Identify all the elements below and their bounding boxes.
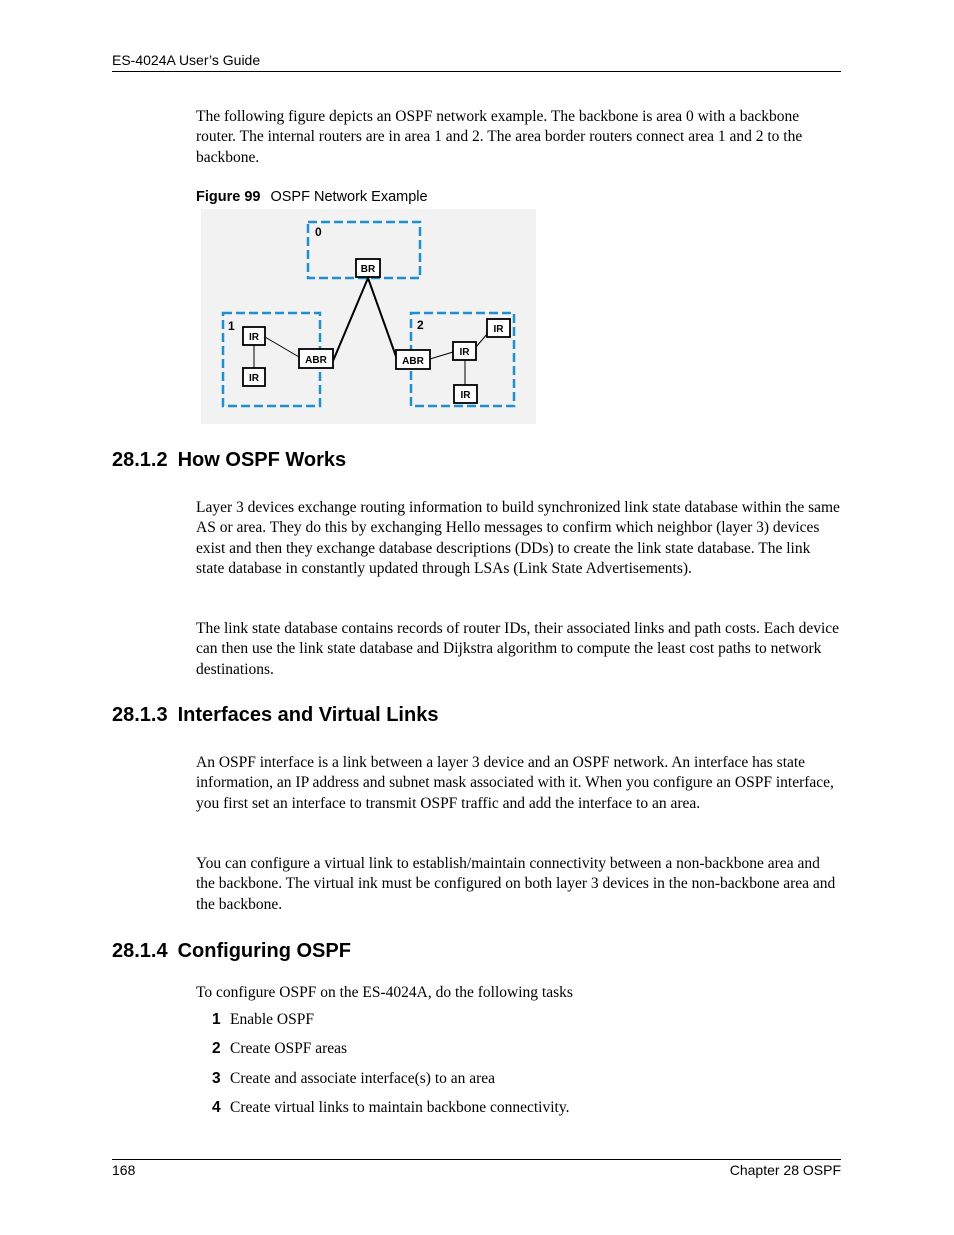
area-0-label: 0 bbox=[315, 225, 322, 239]
router-br bbox=[356, 259, 380, 277]
list-item bbox=[212, 1070, 495, 1088]
paragraph: The link state database contains records of router IDs, their associated links and path costs. Each device can then use the link state database and Dijkstra algorithm to compute the least cost paths to network destinations. bbox=[196, 620, 840, 678]
section-number: 28.1.2 bbox=[112, 449, 168, 471]
section-number: 28.1.3 bbox=[112, 704, 168, 726]
figure-label: Figure 99 bbox=[196, 189, 261, 205]
intro-paragraph: The following figure depicts an OSPF network example. The backbone is area 0 with a backbone router. The internal routers are in area 1 and 2. The area border routers connect area 1 and 2 to the backbone. bbox=[196, 108, 803, 166]
router-ir-1b-label: IR bbox=[249, 373, 259, 384]
ospf-network-figure bbox=[201, 209, 536, 424]
paragraph: You can configure a virtual link to establish/maintain connectivity between a non-backbone area and the backbone. The virtual ink must be configured on both layer 3 devices in the non-backbone area and the backbone. bbox=[196, 855, 836, 913]
guide-title: ES-4024A User’s Guide bbox=[112, 52, 261, 68]
chapter-title: Chapter 28 OSPF bbox=[729, 1162, 841, 1178]
step-number: 3 bbox=[212, 1070, 221, 1087]
section-heading-how-ospf-works bbox=[112, 449, 346, 472]
header-rule bbox=[112, 71, 841, 72]
router-ir-1a bbox=[243, 327, 265, 345]
footer-rule bbox=[112, 1159, 841, 1160]
list-item bbox=[212, 1011, 314, 1029]
router-abr-right bbox=[396, 350, 430, 369]
router-ir-2b-label: IR bbox=[493, 324, 504, 335]
paragraph: To configure OSPF on the ES-4024A, do the following tasks bbox=[196, 984, 573, 1001]
list-item bbox=[212, 1099, 569, 1117]
paragraph: Layer 3 devices exchange routing information to build synchronized link state database within the same AS or area. They do this by exchanging Hello messages to confirm which neighbor (layer 3) devices exist and then they exchange database descriptions (DDs) to create the link state database. The link state database in constantly updated through LSAs (Link State Advertisements). bbox=[196, 499, 840, 577]
figure-caption bbox=[196, 189, 428, 205]
figure-title: OSPF Network Example bbox=[270, 189, 428, 205]
section-heading-configuring-ospf bbox=[112, 940, 351, 963]
router-ir-2b bbox=[487, 319, 510, 337]
router-br-label: BR bbox=[360, 264, 376, 275]
section-number: 28.1.4 bbox=[112, 940, 168, 962]
step-text: Create virtual links to maintain backbone connectivity. bbox=[230, 1099, 570, 1116]
router-abr-left-label: ABR bbox=[305, 355, 327, 366]
router-ir-2a-label: IR bbox=[459, 347, 470, 358]
link-ir1a-abr bbox=[265, 337, 299, 357]
router-ir-2c-label: IR bbox=[460, 390, 471, 401]
step-text: Create OSPF areas bbox=[230, 1040, 348, 1057]
section-title: Interfaces and Virtual Links bbox=[177, 704, 439, 726]
step-text: Enable OSPF bbox=[230, 1011, 314, 1028]
router-ir-2c bbox=[454, 385, 477, 403]
router-ir-2a bbox=[453, 342, 476, 360]
paragraph: An OSPF interface is a link between a layer 3 device and an OSPF network. An interface has state information, an IP address and subnet mask associated with it. When you configure an OSPF interface, you first set an interface to transmit OSPF traffic and add the interface to an area. bbox=[196, 754, 834, 812]
area-2-label: 2 bbox=[417, 318, 424, 332]
router-ir-1a-label: IR bbox=[249, 332, 259, 343]
section-heading-interfaces-virtual-links bbox=[112, 704, 438, 727]
link-abr-ir2a bbox=[430, 352, 453, 359]
area-1-label: 1 bbox=[228, 319, 235, 333]
list-item bbox=[212, 1040, 347, 1058]
router-abr-right-label: ABR bbox=[402, 356, 424, 367]
link-br-abr-right bbox=[368, 278, 398, 362]
step-number: 2 bbox=[212, 1040, 221, 1057]
page-number: 168 bbox=[112, 1162, 136, 1178]
section-title: Configuring OSPF bbox=[177, 940, 351, 962]
step-text: Create and associate interface(s) to an area bbox=[230, 1070, 496, 1087]
step-number: 1 bbox=[212, 1011, 221, 1028]
section-title: How OSPF Works bbox=[177, 449, 347, 471]
router-abr-left bbox=[299, 349, 333, 368]
step-number: 4 bbox=[212, 1099, 221, 1116]
link-br-abr-left bbox=[333, 278, 368, 361]
ospf-network-diagram bbox=[201, 209, 536, 424]
router-ir-1b bbox=[243, 368, 265, 386]
